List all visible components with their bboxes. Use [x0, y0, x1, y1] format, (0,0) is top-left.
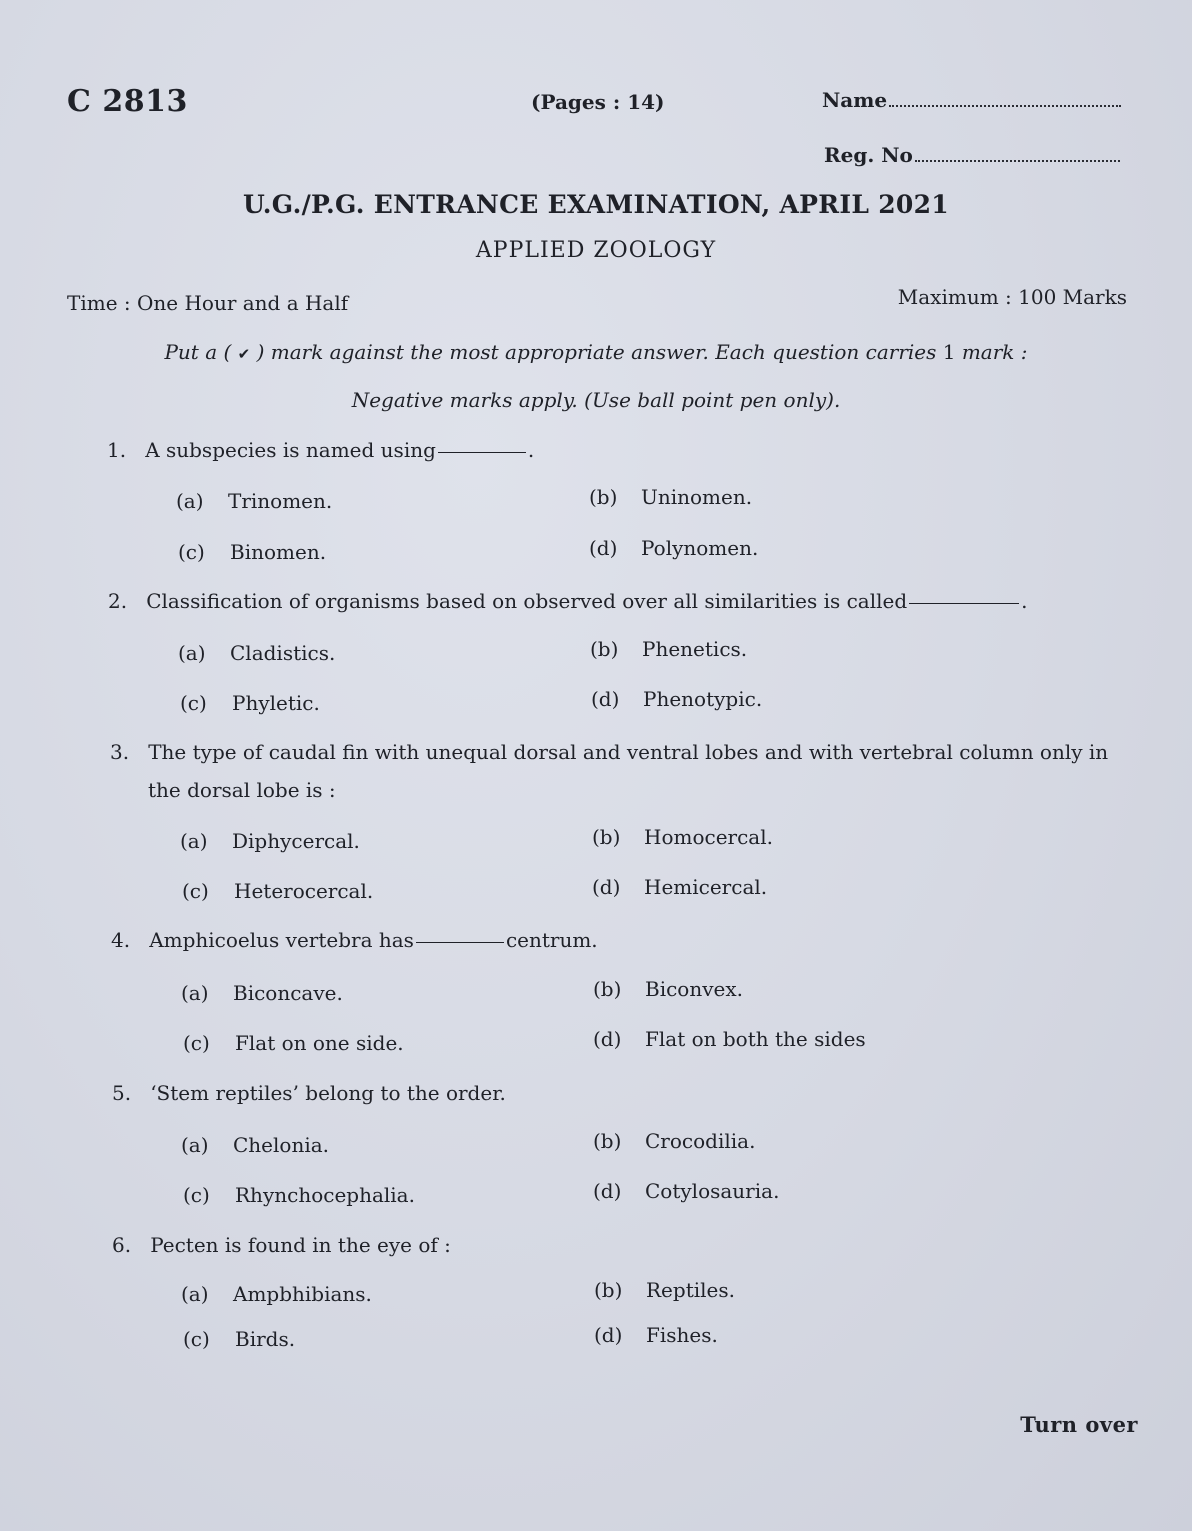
- option-letter: (a): [181, 981, 209, 1005]
- page-count: (Pages : 14): [531, 90, 665, 114]
- max-marks: Maximum : 100 Marks: [897, 285, 1127, 309]
- option-letter: (c): [183, 1031, 210, 1055]
- option-text: Biconvex.: [645, 977, 743, 1001]
- option-6b[interactable]: [594, 1278, 735, 1302]
- instruction-text: mark :: [961, 340, 1028, 364]
- option-5a[interactable]: [181, 1133, 329, 1157]
- option-text: Cladistics.: [230, 641, 336, 665]
- paper-code: C 2813: [67, 84, 188, 119]
- option-6d[interactable]: [594, 1323, 718, 1347]
- option-6a[interactable]: [181, 1282, 372, 1306]
- option-letter: (d): [593, 1179, 622, 1203]
- name-field: [822, 88, 1121, 112]
- option-5d[interactable]: [593, 1179, 779, 1203]
- question-text: The type of caudal fin with unequal dorsal and ventral lobes and with vertebral column only in: [148, 740, 1109, 764]
- question-4: [111, 928, 598, 952]
- option-letter: (d): [594, 1323, 623, 1347]
- option-letter: (d): [591, 687, 620, 711]
- option-1d[interactable]: [589, 536, 758, 560]
- question-6: [112, 1233, 451, 1257]
- question-number: 6.: [112, 1233, 132, 1257]
- option-text: Rhynchocephalia.: [235, 1183, 415, 1207]
- option-letter: (d): [593, 1027, 622, 1051]
- option-2d[interactable]: [591, 687, 762, 711]
- option-letter: (c): [182, 879, 209, 903]
- option-letter: (d): [589, 536, 618, 560]
- question-text-end: .: [1021, 589, 1028, 613]
- question-text: A subspecies is named using: [145, 438, 436, 462]
- turn-over-note: Turn over: [1020, 1412, 1138, 1437]
- option-text: Birds.: [235, 1327, 296, 1351]
- option-2c[interactable]: [180, 691, 320, 715]
- option-4b[interactable]: [593, 977, 743, 1001]
- instruction-text: ) mark against the most appropriate answer. Each question carries: [256, 340, 937, 364]
- question-3-continued: [148, 778, 336, 802]
- reg-no-field: [824, 143, 1120, 167]
- option-letter: (b): [594, 1278, 623, 1302]
- instruction-mark-number: 1: [942, 340, 956, 364]
- answer-blank: [438, 452, 526, 453]
- exam-title: U.G./P.G. ENTRANCE EXAMINATION, APRIL 2021: [243, 190, 949, 219]
- option-text: Fishes.: [646, 1323, 718, 1347]
- option-text: Ampbhibians.: [233, 1282, 372, 1306]
- question-text: ‘Stem reptiles’ belong to the order.: [150, 1081, 506, 1105]
- option-letter: (b): [590, 637, 619, 661]
- option-text: Phyletic.: [232, 691, 320, 715]
- option-5b[interactable]: [593, 1129, 755, 1153]
- option-letter: (b): [593, 977, 622, 1001]
- question-number: 4.: [111, 928, 131, 952]
- name-dotted-line: [889, 105, 1121, 107]
- question-2: [108, 589, 1028, 613]
- option-2a[interactable]: [178, 641, 335, 665]
- name-label: Name: [822, 88, 888, 112]
- answer-blank: [909, 603, 1019, 604]
- option-letter: (c): [180, 691, 207, 715]
- option-text: Trinomen.: [228, 489, 333, 513]
- option-4a[interactable]: [181, 981, 343, 1005]
- option-text: Heterocercal.: [234, 879, 374, 903]
- option-text: Biconcave.: [233, 981, 343, 1005]
- option-letter: (b): [589, 485, 618, 509]
- question-text: Amphicoelus vertebra has: [149, 928, 414, 952]
- question-text-end: centrum.: [505, 928, 598, 952]
- option-5c[interactable]: [183, 1183, 415, 1207]
- reg-no-label: Reg. No: [824, 143, 913, 167]
- answer-blank: [416, 942, 504, 943]
- option-letter: (b): [592, 825, 621, 849]
- option-text: Phenotypic.: [643, 687, 763, 711]
- option-text: Flat on both the sides: [645, 1027, 866, 1051]
- option-text: Hemicercal.: [644, 875, 768, 899]
- option-3b[interactable]: [592, 825, 773, 849]
- option-4d[interactable]: [593, 1027, 866, 1051]
- option-2b[interactable]: [590, 637, 747, 661]
- tick-icon: ✔: [237, 345, 251, 363]
- option-letter: (a): [181, 1282, 209, 1306]
- instruction-line-2: Negative marks apply. (Use ball point pen only).: [351, 388, 841, 412]
- option-text: Cotylosauria.: [645, 1179, 780, 1203]
- option-text: Reptiles.: [646, 1278, 735, 1302]
- option-text: Phenetics.: [642, 637, 748, 661]
- option-letter: (b): [593, 1129, 622, 1153]
- instruction-text: Put a (: [164, 340, 232, 364]
- option-1b[interactable]: [589, 485, 752, 509]
- option-text: Polynomen.: [641, 536, 759, 560]
- option-letter: (a): [176, 489, 204, 513]
- instruction-line-1: [0, 340, 1192, 364]
- option-4c[interactable]: [183, 1031, 404, 1055]
- option-letter: (c): [183, 1183, 210, 1207]
- question-number: 3.: [110, 740, 130, 764]
- reg-no-dotted-line: [915, 160, 1120, 162]
- question-1: [107, 438, 534, 462]
- exam-subject: APPLIED ZOOLOGY: [475, 238, 717, 263]
- option-letter: (d): [592, 875, 621, 899]
- question-number: 1.: [107, 438, 127, 462]
- option-letter: (a): [181, 1133, 209, 1157]
- question-5: [112, 1081, 506, 1105]
- option-text: Flat on one side.: [235, 1031, 404, 1055]
- option-text: Uninomen.: [641, 485, 753, 509]
- option-letter: (a): [178, 641, 206, 665]
- option-6c[interactable]: [183, 1327, 295, 1351]
- question-number: 2.: [108, 589, 128, 613]
- question-number: 5.: [112, 1081, 132, 1105]
- option-text: Binomen.: [230, 540, 327, 564]
- option-3d[interactable]: [592, 875, 767, 899]
- option-letter: (c): [183, 1327, 210, 1351]
- option-1a[interactable]: [176, 489, 332, 513]
- option-text: Chelonia.: [233, 1133, 330, 1157]
- option-3a[interactable]: [180, 829, 360, 853]
- option-text: Diphycercal.: [232, 829, 360, 853]
- option-letter: (c): [178, 540, 205, 564]
- option-1c[interactable]: [178, 540, 326, 564]
- question-text-end: .: [527, 438, 535, 462]
- question-text: Classification of organisms based on observed over all similarities is called: [146, 589, 908, 613]
- option-text: Homocercal.: [644, 825, 773, 849]
- question-3: [110, 740, 1108, 764]
- option-text: Crocodilia.: [645, 1129, 756, 1153]
- question-text: Pecten is found in the eye of :: [150, 1233, 451, 1257]
- exam-time: Time : One Hour and a Half: [67, 291, 349, 315]
- option-3c[interactable]: [182, 879, 373, 903]
- question-text: the dorsal lobe is :: [148, 778, 336, 802]
- option-letter: (a): [180, 829, 208, 853]
